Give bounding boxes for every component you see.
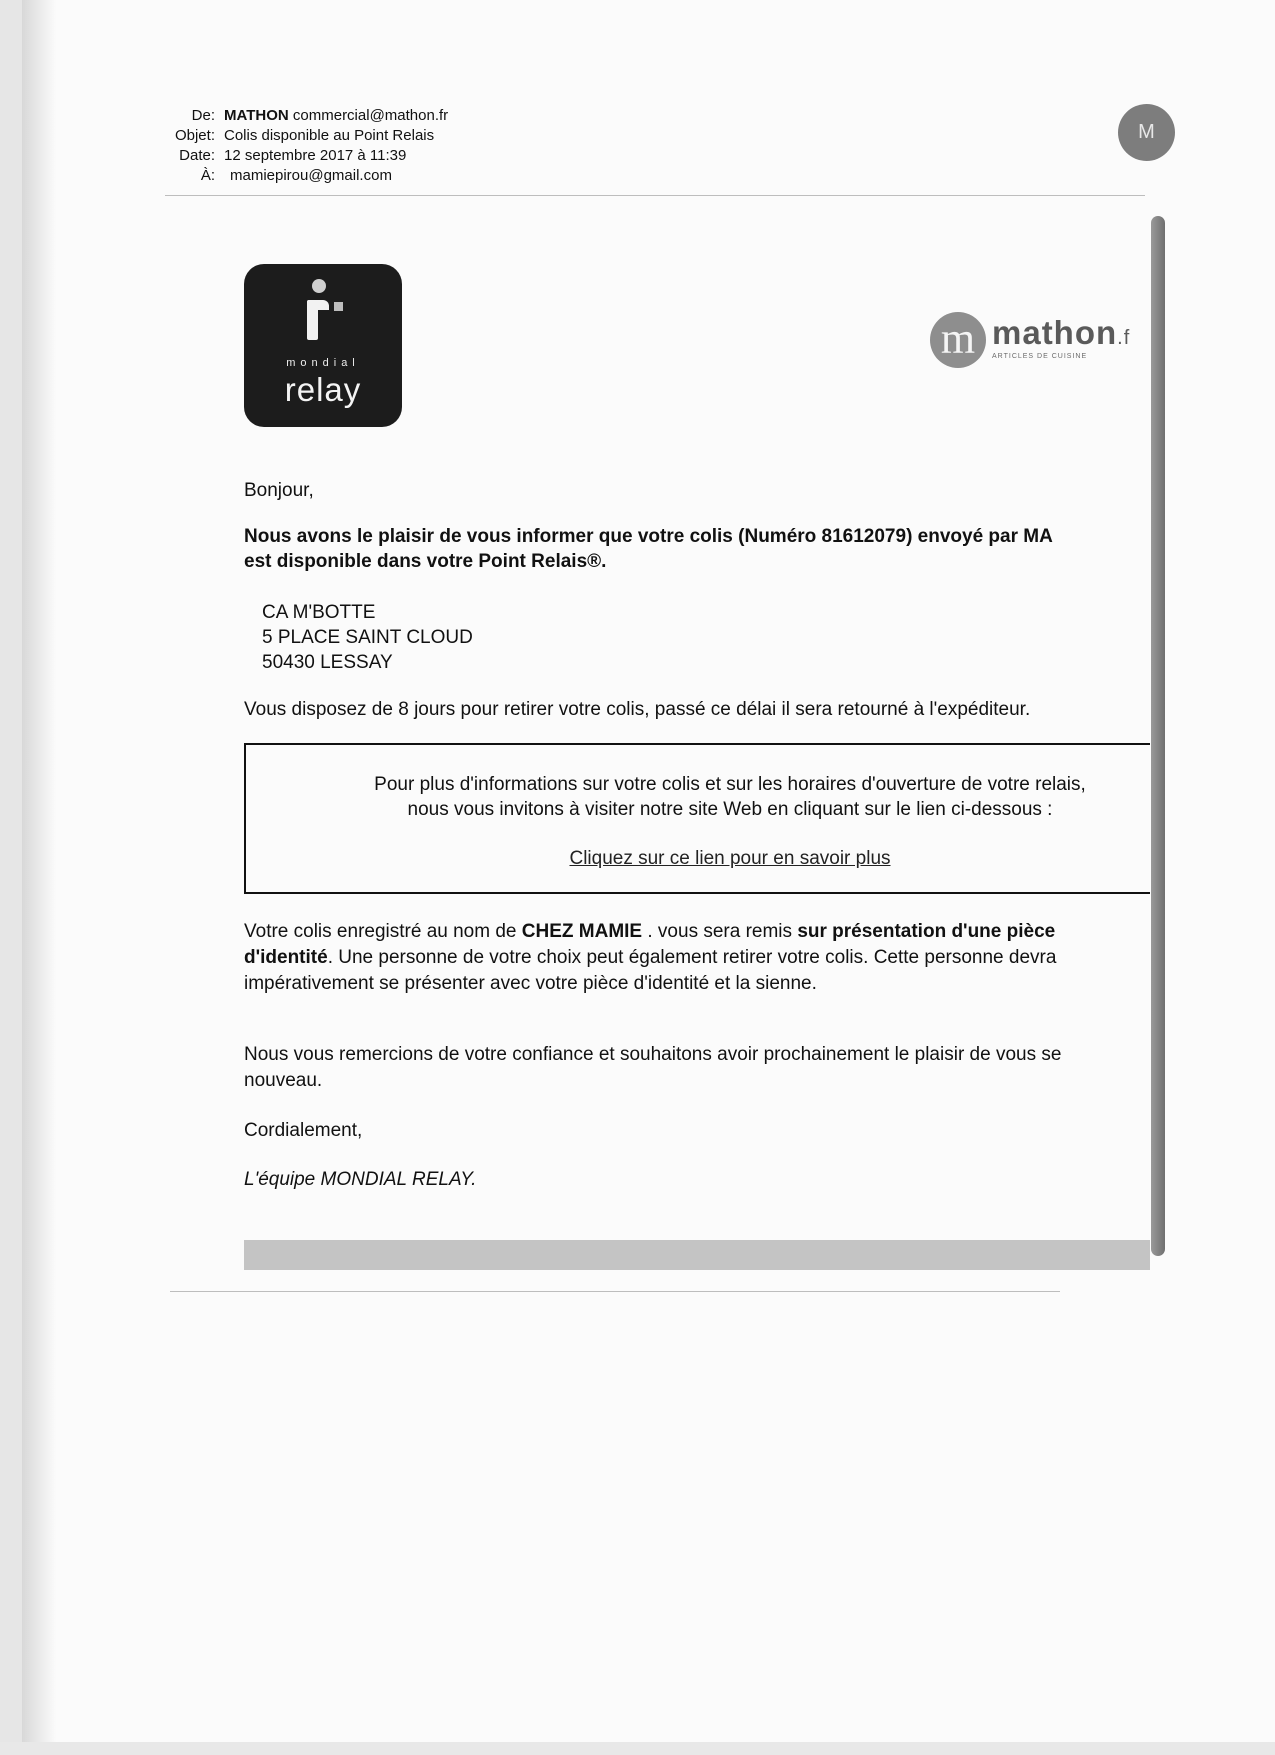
identity-text-2: . vous sera remis xyxy=(642,921,798,942)
page-bottom-edge xyxy=(0,1742,1275,1755)
mathon-logo-word: mathon xyxy=(992,314,1118,351)
date-label: Date: xyxy=(179,147,215,164)
mondial-relay-logo xyxy=(244,264,402,427)
to-value[interactable]: mamiepirou@gmail.com xyxy=(230,167,392,184)
page-shadow xyxy=(22,0,56,1755)
mathon-logo xyxy=(930,312,1150,372)
more-info-link[interactable]: Cliquez sur ce lien pour en savoir plus xyxy=(569,848,891,869)
page-left-edge xyxy=(0,0,22,1755)
identity-text-1: Votre colis enregistré au nom de xyxy=(244,921,522,942)
logo-text-relay: relay xyxy=(284,371,362,408)
thanks-paragraph xyxy=(244,1042,1150,1094)
scrollbar[interactable] xyxy=(1151,216,1165,1256)
footer-bar xyxy=(244,1240,1150,1270)
identity-text-3: . Une personne de votre choix peut également retirer votre colis. Cette personne devra xyxy=(327,947,1057,968)
address-line-2: 5 PLACE SAINT CLOUD xyxy=(262,627,473,648)
signature: L'équipe MONDIAL RELAY. xyxy=(244,1169,477,1190)
identity-paragraph xyxy=(244,919,1150,997)
intro-paragraph xyxy=(244,524,1150,576)
info-line-1: Pour plus d'informations sur votre colis et sur les horaires d'ouverture de votre relais, xyxy=(374,774,1086,795)
mathon-logo-tagline: ARTICLES DE CUISINE xyxy=(992,353,1088,360)
intro-line-2: est disponible dans votre Point Relais®. xyxy=(244,551,607,572)
subject-value: Colis disponible au Point Relais xyxy=(224,127,435,144)
sender-avatar: M xyxy=(1118,104,1175,161)
date-value: 12 septembre 2017 à 11:39 xyxy=(224,147,407,164)
logo-text-mondial: mondial xyxy=(286,357,360,369)
greeting: Bonjour, xyxy=(244,480,314,501)
intro-line-1: Nous avons le plaisir de vous informer que votre colis (Numéro 81612079) envoyé par MA xyxy=(244,526,1053,547)
pickup-delay-text: Vous disposez de 8 jours pour retirer votre colis, passé ce délai il sera retourné à l'expéditeur. xyxy=(244,699,1031,720)
from-email[interactable]: commercial@mathon.fr xyxy=(292,107,449,124)
identity-text-4: impérativement se présenter avec votre pièce d'identité et la sienne. xyxy=(244,973,817,994)
bottom-divider xyxy=(170,1291,1060,1292)
recipient-name: CHEZ MAMIE xyxy=(521,921,643,942)
thanks-line-2: nouveau. xyxy=(244,1070,323,1091)
from-label: De: xyxy=(191,107,215,124)
header-divider xyxy=(165,195,1145,196)
info-box xyxy=(244,743,1150,894)
identity-word-bold: d'identité xyxy=(244,947,328,968)
address-line-3: 50430 LESSAY xyxy=(262,652,393,673)
to-label: À: xyxy=(200,167,215,184)
thanks-line-1: Nous vous remercions de votre confiance et souhaitons avoir prochainement le plaisir de vous se xyxy=(244,1044,1062,1065)
mathon-logo-letter: m xyxy=(940,314,976,363)
address-line-1: CA M'BOTTE xyxy=(262,602,376,623)
info-line-2: nous vous invitons à visiter notre site Web en cliquant sur le lien ci-dessous : xyxy=(407,799,1053,820)
mathon-logo-ext: .f xyxy=(1117,327,1131,349)
identity-text-bold: sur présentation d'une pièce xyxy=(797,921,1056,942)
closing: Cordialement, xyxy=(244,1120,363,1141)
from-name: MATHON xyxy=(224,107,289,124)
subject-label: Objet: xyxy=(174,127,215,144)
